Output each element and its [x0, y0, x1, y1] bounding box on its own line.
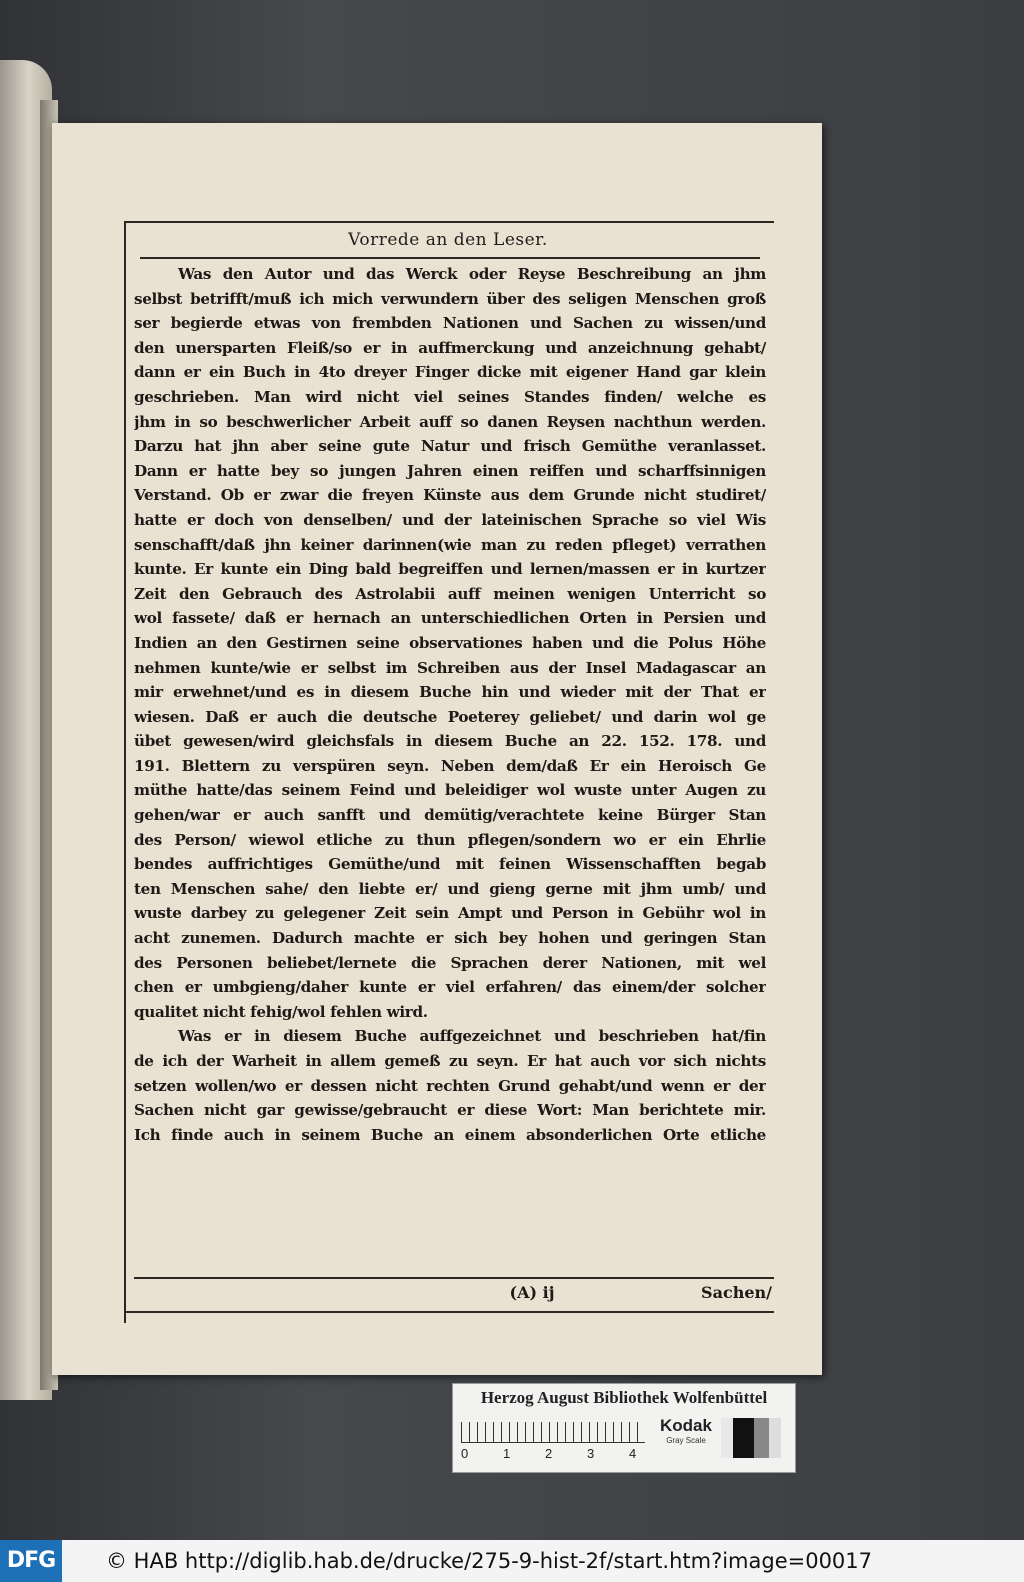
book-page: [52, 123, 822, 1375]
text-line: dann er ein Buch in 4to dreyer Finger dicke mit eigener Hand gar klein: [134, 363, 766, 382]
head-rule: [140, 257, 760, 259]
text-line: bendes auffrichtiges Gemüthe/und mit feinen Wissenschafften begab: [134, 855, 766, 874]
text-line: acht zunemen. Dadurch machte er sich bey hohen und geringen Stan: [134, 929, 766, 948]
frame-bottom-rule: [124, 1311, 774, 1313]
text-line: qualitet nicht fehig/wol fehlen wird.: [134, 1002, 428, 1021]
dfg-logo: DFG: [0, 1540, 62, 1582]
text-line: Indien an den Gestirnen seine observationes haben und die Polus Höhe: [134, 633, 766, 652]
text-line: Was den Autor und das Werck oder Reyse Beschreibung an jhm: [178, 265, 766, 283]
scale-number: 4: [629, 1446, 637, 1461]
scale-number: 0: [461, 1446, 469, 1461]
text-line: Darzu hat jhn aber seine gute Natur und frisch Gemüthe veranlasset.: [134, 437, 766, 456]
text-line: Verstand. Ob er zwar die freyen Künste aus dem Grunde nicht studiret/: [134, 486, 766, 505]
kodak-subtitle: Gray Scale: [666, 1436, 706, 1445]
text-line: mir erwehnet/und es in diesem Buche hin und wieder mit der That er: [134, 683, 766, 702]
text-line: Zeit den Gebrauch des Astrolabii auff meinen wenigen Unterricht so: [134, 584, 766, 603]
text-line: selbst betrifft/muß ich mich verwundern über des seligen Menschen groß: [134, 289, 766, 308]
gray-swatches: [721, 1418, 781, 1458]
color-target: [452, 1383, 796, 1473]
text-line: Was er in diesem Buche auffgezeichnet und beschrieben hat/fin: [178, 1027, 766, 1046]
scale-numbers: [457, 1446, 657, 1464]
text-line: hatte er doch von denselben/ und der lateinischen Sprache so viel Wis: [134, 510, 766, 529]
text-line: geschrieben. Man wird nicht viel seines Standes finden/ welche es: [134, 387, 766, 406]
text-block: [134, 262, 766, 1147]
catchword: Sachen/: [701, 1283, 772, 1302]
text-line: des Person/ wiewol etliche zu thun pflegen/sondern wo er ein Ehrlie: [134, 830, 766, 849]
text-line: des Personen beliebet/lernete die Sprachen derer Nationen, mit wel: [134, 953, 766, 972]
text-line: ser begierde etwas von frembden Nationen und Sachen zu wissen/und: [134, 314, 766, 333]
library-label: Herzog August Bibliothek Wolfenbüttel: [480, 1388, 768, 1407]
text-line: 191. Blettern zu verspüren seyn. Neben dem/daß Er ein Heroisch Ge: [134, 756, 766, 775]
text-line: Ich finde auch in seinem Buche an einem absonderlichen Orte etliche: [134, 1125, 766, 1144]
text-line: Sachen nicht gar gewisse/gebraucht er diese Wort: Man berichtete mir.: [134, 1101, 766, 1120]
text-line: nehmen kunte/wie er selbst im Schreiben aus der Insel Madagascar an: [134, 658, 766, 677]
text-line: den unersparten Fleiß/so er in auffmerckung und anzeichnung gehabt/: [134, 338, 766, 357]
text-line: müthe hatte/das seinem Feind und beleidiger wol wuste unter Augen zu: [134, 781, 766, 800]
running-head: Vorrede an den Leser.: [348, 230, 548, 250]
text-line: ten Menschen sahe/ den liebte er/ und gieng gerne mit jhm umb/ und: [134, 879, 766, 898]
text-line: de ich der Warheit in allem gemeß zu seyn. Er hat auch vor sich nichts: [134, 1052, 766, 1070]
text-line: übet gewesen/wird gleichsfals in diesem Buche an 22. 152. 178. und: [134, 732, 766, 751]
text-line: jhm in so beschwerlicher Arbeit auff so danen Reysen nachthun werden.: [134, 412, 766, 431]
text-line: senschafft/daß jhn keiner darinnen(wie man zu reden pfleget) verrathen: [134, 535, 766, 554]
signature-mark: (A) ij: [509, 1283, 555, 1302]
text-line: wiesen. Daß er auch die deutsche Poeterey geliebet/ und darin wol ge: [134, 707, 766, 726]
scale-number: 3: [587, 1446, 595, 1461]
text-line: gehen/war er auch sanfft und demütig/verachtete keine Bürger Stan: [134, 806, 766, 825]
scale-number: 1: [503, 1446, 511, 1461]
footer-source-text: © HAB http://diglib.hab.de/drucke/275-9-hist-2f/start.htm?image=00017: [106, 1549, 873, 1573]
text-line: wol fassete/ daß er hernach an unterschiedlichen Orten in Persien und: [134, 609, 766, 628]
text-line: Dann er hatte bey so jungen Jahren einen reiffen und scharffsinnigen: [134, 461, 766, 480]
text-line: wuste darbey zu gelegener Zeit sein Ampt und Person in Gebühr wol in: [134, 904, 766, 923]
text-line: chen er umbgieng/daher kunte er viel erfahren/ das einem/der solcher: [134, 978, 766, 997]
kodak-brand: Kodak: [660, 1416, 712, 1435]
text-line: kunte. Er kunte ein Ding bald begreiffen und lernen/massen er in kurtzer: [134, 560, 766, 579]
text-line: setzen wollen/wo er dessen nicht rechten Grund gehabt/und wenn er der: [134, 1076, 766, 1095]
scale-ruler: [461, 1422, 645, 1443]
scale-number: 2: [545, 1446, 553, 1461]
